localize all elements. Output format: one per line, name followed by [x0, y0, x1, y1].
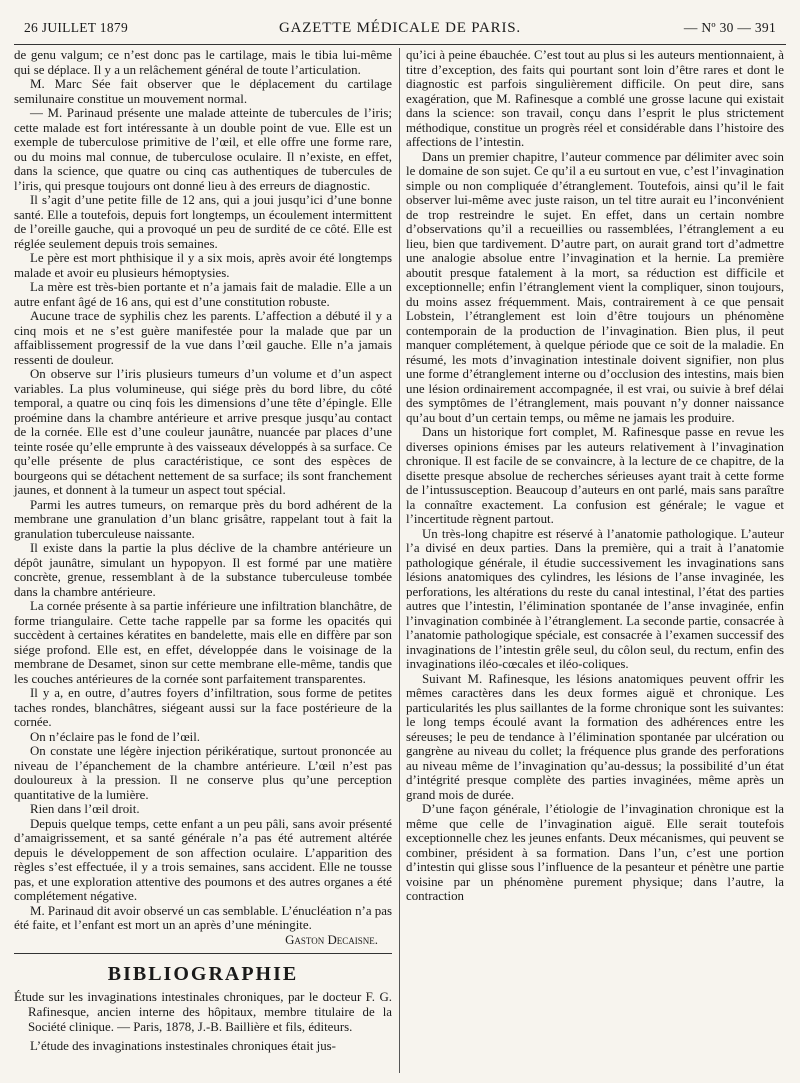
- paragraph: Le père est mort phthisique il y a six mois, après avoir été longtemps malade et avoir eu plusieurs hémoptysies.: [14, 251, 392, 280]
- paragraph: On constate une légère injection périkératique, surtout prononcée au niveau de l’épanchement de la chambre antérieure. L’œil n’est pas douloureux à la pression. Il ne conserve plus qu’une perception quantitative de la lumière.: [14, 744, 392, 802]
- paragraph: Dans un historique fort complet, M. Rafinesque passe en revue les diverses opinions émises par les auteurs relativement à l’invagination chronique. Il est facile de se convaincre, à la lecture de ce chapitre, de la disette presque absolue de recherches sérieuses ayant trait à cette forme de l’intussusception. Beaucoup d’auteurs en ont parlé, mais sans paraître la connaître exactement. La confusion est générale; le vague et l’incertitude règnent partout.: [406, 425, 784, 526]
- paragraph: On observe sur l’iris plusieurs tumeurs d’un volume et d’un aspect variables. La plus volumineuse, qui siége près du bord libre, du côté temporal, a quatre ou cinq fois les dimensions d’une tête d’épingle. Elle proémine dans la chambre antérieure et arrive presque jusqu’au contact de la cornée. Elle est d’une couleur jaunâtre, nuancée par places d’une teinte rosée qu’elle emprunte à des vaisseaux développés à sa surface. Ce qu’elle présente de plus caractéristique, ce sont des espèces de bourgeons qui se détachent nettement de sa surface; ils sont franchement jaunes, et donnent à la tumeur un aspect tout spécial.: [14, 367, 392, 497]
- paragraph: Il existe dans la partie la plus déclive de la chambre antérieure un dépôt jaunâtre, simulant un hypopyon. Il est formé par une matière concrète, grenue, ressemblant à de la substance tuberculeuse tombée dans la chambre antérieure.: [14, 541, 392, 599]
- bibliography-entry: Étude sur les invaginations intestinales chroniques, par le docteur F. G. Rafinesque, ancien interne des hôpitaux, membre titulaire de la Société clinique. — Paris, 1878, J.-B. Baillière et fils, éditeurs.: [14, 990, 392, 1034]
- paragraph: Un très-long chapitre est réservé à l’anatomie pathologique. L’auteur l’a divisé en deux parties. Dans la première, qui a trait à l’anatomie pathologique générale, il étudie successivement les invaginations sans lésions anatomiques des cylindres, les lésions de l’anse invaginée, les perforations, les altérations du reste du canal intestinal, l’état des parties autres que l’intestin, l’élimination spontanée de l’anse invaginée, enfin l’invagination combinée à l’étranglement. La seconde partie, consacrée à l’anatomie pathologique spéciale, est consacrée à l’examen successif des invaginations de l’intestin grêle seul, du côlon seul, du rectum, enfin des invaginations iléo-cœcales et iléo-coliques.: [406, 526, 784, 671]
- paragraph: La cornée présente à sa partie inférieure une infiltration blanchâtre, de forme triangulaire. Cette tache rappelle par sa forme les opacités qui succèdent à certaines kératites en bandelette, mais elle en diffère par son siége profond. Elle est, en effet, développée dans le voisinage de la membrane de Desamet, sinon sur cette membrane elle-même, tandis que les couches antérieures de la cornée sont parfaitement transparentes.: [14, 599, 392, 686]
- paragraph: On n’éclaire pas le fond de l’œil.: [30, 729, 201, 744]
- paragraph: M. Parinaud dit avoir observé un cas semblable. L’énucléation n’a pas été faite, et l’enfant est mort un an après d’une méningite.: [14, 903, 392, 932]
- paragraph: qu’ici à peine ébauchée. C’est tout au plus si les auteurs mentionnaient, à titre d’exception, des faits qui pourtant sont loin d’être rares et dont le diagnostic est parfois singulièrement difficile. On peut dire, sans exagération, que M. Rafinesque a comblé une grosse lacune qui existait dans la science: son travail, conçu dans l’esprit le plus strictement méthodique, constitue un progrès réel et considérable dans l’histoire des affections de l’intestin.: [406, 48, 784, 149]
- right-column: [406, 48, 784, 904]
- paragraph: Aucune trace de syphilis chez les parents. L’affection a débuté il y a cinq mois et ne s’est guère manifestée pour la malade que par un affaiblissement progressif de la vue dans l’œil gauche. Elle n’a jamais ressenti de douleur.: [14, 309, 392, 367]
- paragraph: Rien dans l’œil droit.: [30, 802, 140, 816]
- page-number: — Nº 30 — 391: [683, 20, 776, 35]
- paragraph: Il y a, en outre, d’autres foyers d’infiltration, sous forme de petites taches rondes, blanchâtres, siégeant aussi sur la face postérieure de la cornée.: [14, 686, 392, 729]
- paragraph: La mère est très-bien portante et n’a jamais fait de maladie. Elle a un autre enfant âgé de 16 ans, qui est d’une constitution robuste.: [14, 280, 392, 309]
- paragraph: Parmi les autres tumeurs, on remarque près du bord adhérent de la membrane une granulation d’un blanc grisâtre, rappelant tout à fait la granulation tuberculeuse naissante.: [14, 497, 392, 541]
- page-header: [24, 18, 776, 40]
- paragraph: Il s’agit d’une petite fille de 12 ans, qui a joui jusqu’ici d’une bonne santé. Elle a toutefois, depuis fort longtemps, un écoulement intermittent de l’oreille gauche, qui a provoqué un peu de surdité de ce côté. Elle est réglée seulement depuis trois semaines.: [14, 193, 392, 251]
- section-rule: [14, 953, 392, 954]
- header-rule: [14, 44, 786, 45]
- signature: Gaston Decaisne.: [285, 932, 378, 947]
- bibliography-title: BIBLIOGRAPHIE: [107, 963, 299, 985]
- paragraph: Depuis quelque temps, cette enfant a un peu pâli, sans avoir présenté d’amaigrissement, et sa santé générale n’a pas été autrement altérée depuis le développement de son affection oculaire. L’apparition des règles s’est effectuée, il y a trois semaines, sans accident. Elle ne tousse pas, et une exploration attentive des poumons et des autres organes a été complétement négative.: [14, 816, 392, 903]
- paragraph: M. Marc Sée fait observer que le déplacement du cartilage semilunaire constitue un mouvement normal.: [14, 77, 392, 106]
- paragraph: Dans un premier chapitre, l’auteur commence par délimiter avec soin le domaine de son sujet. Ce qu’il a eu surtout en vue, c’est l’invagination simple ou non compliquée d’étranglement. Toutefois, ainsi qu’il le fait observer lui-même avec juste raison, un tel titre aurait eu l’inconvénient de trop restreindre le sujet. En effet, dans un certain nombre d’observations qu’il a recueillies ou rassemblées, l’étranglement a eu lieu, bien que tardivement. D’autre part, on aurait grand tort d’admettre une analogie absolue entre l’invagination et la hernie. La première aboutit presque fatalement à la mort, sa réduction est difficile et exceptionnelle; enfin l’étranglement vient la compliquer, sinon toujours, du moins assez fréquemment. Mais, contrairement à ce que pensait Lobstein, l’étranglement est loin d’être toujours un phénomène contemporain de la production de l’invagination. Bien plus, il peut manquer complétement, à quelque période que ce soit de la maladie. En résumé, les mots d’invagination intestinale doivent signifier, non plus une forme d’étranglement interne ou d’occlusion des intestins, mais bien une lésion ordinairement accompagnée, il est vrai, ou suivie à bref délai des symptômes de l’étranglement, mais pouvant n’y donner naissance qu’au bout d’un certain temps, ou même ne jamais les produire.: [406, 149, 784, 425]
- paragraph: L’étude des invaginations instestinales chroniques était jus-: [30, 1039, 336, 1053]
- paragraph: Suivant M. Rafinesque, les lésions anatomiques peuvent offrir les mêmes caractères dans les deux formes aiguë et chronique. Les particularités les plus saillantes de la forme chronique sont les suivantes: le long temps écoulé avant la formation des adhérences entre les séreuses; le peu de tendance à l’élimination spontanée par ulcération ou gangrène au niveau du collet; la fréquence plus grande des perforations au niveau même de l’invagination qu’au-dessus; la possibilité d’un état d’intégrité presque complète des parties invaginées, même après un grand mois de durée.: [406, 671, 784, 802]
- issue-date: 26 JUILLET 1879: [24, 20, 128, 35]
- left-column: [14, 48, 392, 1054]
- journal-title: GAZETTE MÉDICALE DE PARIS.: [279, 20, 521, 36]
- paragraph: — M. Parinaud présente une malade atteinte de tubercules de l’iris; cette malade est fort intéressante à un double point de vue. Elle est un exemple de tuberculose primitive de l’œil, et elle offre une forme rare, ou du moins mal connue, de tuberculose oculaire. Il n’existe, en effet, dans la science, que quatre ou cinq cas authentiques de tubercules de l’iris, qui presque toujours ont donné lieu à des erreurs de diagnostic.: [14, 106, 392, 193]
- paragraph: de genu valgum; ce n’est donc pas le cartilage, mais le tibia lui-même qui se déplace. Il y a un relâchement général de toute l’articulation.: [14, 48, 392, 77]
- column-divider: [399, 48, 400, 1073]
- paragraph: D’une façon générale, l’étiologie de l’invagination chronique est la même que celle de l’invagination aiguë. Elle serait toutefois exceptionnelle chez les jeunes enfants. Deux mécanismes, qui peuvent se combiner, président à sa formation. Dans l’un, c’est une portion d’intestin qui glisse sous l’influence de la pesanteur et pénètre une partie voisine par un phénomène purement physique; dans l’autre, la contraction: [406, 802, 784, 903]
